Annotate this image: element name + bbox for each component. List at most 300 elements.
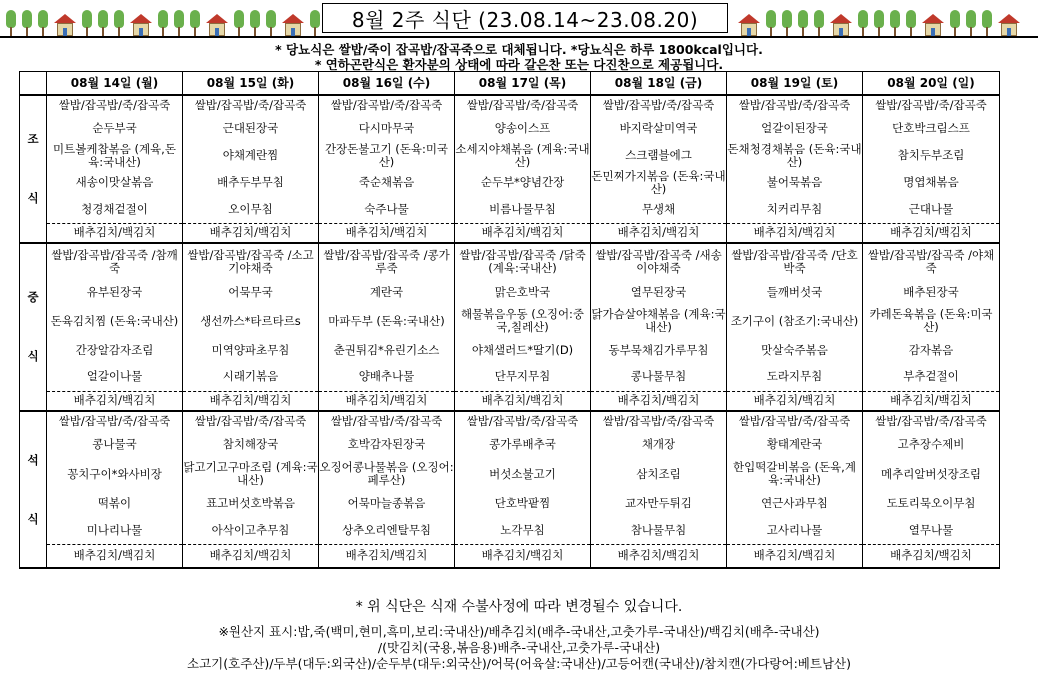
menu-cell xyxy=(47,223,183,243)
menu-cell xyxy=(727,458,863,490)
menu-item-text: 도토리묵오이무침 xyxy=(886,496,976,510)
menu-item-text: 닭고기고구마조림 (계육:국내산) xyxy=(183,460,318,487)
menu-cell xyxy=(319,196,455,223)
menu-item-text: 배추김치/백김치 xyxy=(753,548,836,563)
menu-item-text: 동부묵채김가루무침 xyxy=(608,342,709,357)
menu-item-text: 연근사과무침 xyxy=(761,496,828,510)
menu-item-text: 돈육김치찜 (돈육:국내산) xyxy=(50,313,179,328)
menu-cell xyxy=(455,431,591,458)
day-header: 08월 18일 (금) xyxy=(591,72,727,96)
menu-row xyxy=(20,517,1000,544)
menu-cell xyxy=(319,411,455,431)
menu-cell xyxy=(591,196,727,223)
menu-item-text: 고추장수제비 xyxy=(897,437,965,451)
menu-item-text: 춘권튀김*유린기소스 xyxy=(333,342,440,357)
menu-cell xyxy=(863,458,1000,490)
menu-item-text: 간장돈불고기 (돈육:미국산) xyxy=(324,142,449,169)
tree-icon xyxy=(6,10,16,36)
tree-icon xyxy=(766,10,776,36)
menu-cell xyxy=(863,431,1000,458)
menu-cell xyxy=(183,169,319,196)
menu-cell xyxy=(183,305,319,337)
menu-cell xyxy=(727,305,863,337)
menu-item-text: 배추김치/백김치 xyxy=(617,393,700,408)
page-header xyxy=(0,0,1038,40)
menu-item-text: 유부된장국 xyxy=(86,284,143,299)
tree-icon xyxy=(190,10,200,36)
menu-item-text: 조기구이 (참조기:국내산) xyxy=(730,313,859,328)
menu-item-text: 참나물무침 xyxy=(630,522,687,537)
menu-item-text: 얼갈이된장국 xyxy=(761,121,828,135)
origin-line-2: /(맛김치(국용,볶음용)배추-국내산,고춧가루-국내산) xyxy=(377,640,661,655)
menu-cell xyxy=(591,337,727,363)
menu-cell xyxy=(863,490,1000,517)
menu-item-text: 시래기볶음 xyxy=(222,369,279,384)
menu-cell xyxy=(591,431,727,458)
menu-row xyxy=(20,279,1000,305)
menu-cell xyxy=(47,95,183,115)
menu-cell xyxy=(319,223,455,243)
menu-cell xyxy=(47,391,183,411)
menu-cell xyxy=(591,243,727,279)
menu-item-text: 치커리무침 xyxy=(766,201,823,216)
menu-cell xyxy=(455,95,591,115)
menu-cell xyxy=(47,544,183,568)
menu-cell xyxy=(727,115,863,142)
menu-item-text: 돈채청경채볶음 (돈육:국내산) xyxy=(727,142,862,169)
menu-item-text: 배추김치/백김치 xyxy=(890,393,972,408)
meal-label-top: 석 xyxy=(27,452,39,467)
menu-cell xyxy=(183,279,319,305)
menu-item-text: 어묵무국 xyxy=(228,284,273,299)
menu-cell xyxy=(591,305,727,337)
menu-cell xyxy=(591,115,727,142)
menu-cell xyxy=(183,490,319,517)
menu-cell xyxy=(47,169,183,196)
menu-cell xyxy=(863,115,1000,142)
menu-item-text: 도라지무침 xyxy=(766,369,823,384)
menu-cell xyxy=(183,363,319,391)
menu-item-text: 무생채 xyxy=(641,201,676,216)
house-icon xyxy=(830,14,852,36)
tree-icon xyxy=(174,10,184,36)
menu-item-text: 단무지무침 xyxy=(494,369,551,384)
menu-item-text: 미트볼케찹볶음 (계육,돈육:국내산) xyxy=(53,142,176,169)
menu-cell xyxy=(863,305,1000,337)
menu-item-text: 해물볶음우동 (오징어:중국,칠레산) xyxy=(460,307,585,334)
menu-cell xyxy=(455,279,591,305)
menu-item-text: 배추김치/백김치 xyxy=(73,548,156,563)
menu-item-text: 쌀밥/잡곡밥/잡곡죽 /소고기야채죽 xyxy=(187,247,314,275)
menu-cell xyxy=(591,169,727,196)
menu-item-text: 쌀밥/잡곡밥/죽/잡곡죽 xyxy=(330,98,443,112)
menu-item-text: 콩나물국 xyxy=(92,437,137,451)
menu-cell xyxy=(455,411,591,431)
menu-cell xyxy=(183,517,319,544)
menu-item-text: 교자만두튀김 xyxy=(625,496,692,510)
menu-cell xyxy=(727,196,863,223)
menu-item-text: 배추김치/백김치 xyxy=(209,225,292,240)
menu-cell xyxy=(319,279,455,305)
menu-cell xyxy=(183,411,319,431)
menu-item-text: 배추김치/백김치 xyxy=(890,225,972,240)
menu-cell xyxy=(183,115,319,142)
menu-cell xyxy=(319,363,455,391)
menu-cell xyxy=(455,490,591,517)
menu-cell xyxy=(863,517,1000,544)
menu-item-text: 쌀밥/잡곡밥/죽/잡곡죽 xyxy=(875,414,987,428)
menu-item-text: 쌀밥/잡곡밥/죽/잡곡죽 xyxy=(466,414,579,428)
menu-cell xyxy=(455,337,591,363)
menu-cell xyxy=(863,169,1000,196)
menu-item-text: 어묵마늘종볶음 xyxy=(347,496,426,510)
menu-item-text: 계란국 xyxy=(369,284,404,299)
meal-label xyxy=(20,243,47,411)
menu-item-text: 쌀밥/잡곡밥/잡곡죽 /야채죽 xyxy=(867,247,995,275)
menu-cell xyxy=(863,243,1000,279)
menu-item-text: 메추리알버섯장조림 xyxy=(881,466,981,481)
day-header: 08월 19일 (토) xyxy=(727,72,863,96)
menu-item-text: 비름나물무침 xyxy=(489,201,556,216)
menu-item-text: 표고버섯호박볶음 xyxy=(206,496,295,510)
menu-item-text: 배추김치/백김치 xyxy=(345,225,428,240)
menu-cell xyxy=(863,142,1000,169)
menu-item-text: 상추오리엔탈무침 xyxy=(342,522,431,537)
menu-item-text: 배추김치/백김치 xyxy=(345,393,428,408)
menu-item-text: 순두부국 xyxy=(92,121,137,135)
menu-item-text: 숙주나물 xyxy=(364,201,409,216)
change-notice: * 위 식단은 식재 수불사정에 따라 변경될수 있습니다. xyxy=(355,599,683,615)
meal-label-bottom: 식 xyxy=(27,349,39,363)
menu-item-text: 쌀밥/잡곡밥/죽/잡곡죽 xyxy=(602,414,715,428)
menu-table xyxy=(19,71,1000,569)
menu-item-text: 배추김치/백김치 xyxy=(209,548,292,563)
menu-item-text: 야채계란찜 xyxy=(222,148,279,162)
menu-item-text: 오이무침 xyxy=(228,201,273,216)
meal-label-top: 조 xyxy=(27,132,39,146)
menu-item-text: 콩나물무침 xyxy=(630,369,687,384)
menu-item-text: 배추된장국 xyxy=(903,284,959,299)
menu-item-text: 양송이스프 xyxy=(494,121,551,135)
menu-item-text: 쌀밥/잡곡밥/죽/잡곡죽 xyxy=(466,98,579,112)
day-header-row xyxy=(20,72,1000,96)
tree-icon xyxy=(966,10,976,36)
menu-item-text: 죽순채볶음 xyxy=(358,175,415,189)
menu-item-text: 쌀밥/잡곡밥/죽/잡곡죽 xyxy=(602,98,715,112)
menu-item-text: 쌀밥/잡곡밥/죽/잡곡죽 xyxy=(875,98,987,112)
menu-cell xyxy=(319,517,455,544)
tree-icon xyxy=(874,10,884,36)
menu-cell xyxy=(183,223,319,243)
menu-item-text: 참치두부조림 xyxy=(897,148,965,162)
day-header: 08월 17일 (목) xyxy=(455,72,591,96)
menu-item-text: 맛살숙주볶음 xyxy=(761,342,828,357)
menu-item-text: 명엽채볶음 xyxy=(903,175,959,189)
day-header: 08월 20일 (일) xyxy=(863,72,1000,96)
menu-cell xyxy=(47,279,183,305)
menu-cell xyxy=(183,337,319,363)
menu-cell xyxy=(727,544,863,568)
tree-icon xyxy=(798,10,808,36)
menu-cell xyxy=(863,411,1000,431)
meal-label xyxy=(20,95,47,243)
menu-cell xyxy=(455,305,591,337)
menu-cell xyxy=(863,391,1000,411)
day-header: 08월 16일 (수) xyxy=(319,72,455,96)
menu-row xyxy=(20,458,1000,490)
menu-item-text: 간장알감자조림 xyxy=(75,342,154,357)
house-icon xyxy=(282,14,304,36)
menu-cell xyxy=(455,544,591,568)
menu-cell xyxy=(47,458,183,490)
menu-item-text: 단호박팥찜 xyxy=(494,496,551,510)
menu-item-text: 쌀밥/잡곡밥/죽/잡곡죽 xyxy=(194,98,307,112)
menu-cell xyxy=(319,169,455,196)
menu-item-text: 한입떡갈비볶음 (돈육,계육:국내산) xyxy=(733,460,856,487)
menu-item-text: 돈민찌가지볶음 (돈육:국내산) xyxy=(591,169,726,196)
tree-icon xyxy=(950,10,960,36)
menu-cell xyxy=(47,305,183,337)
menu-cell xyxy=(319,142,455,169)
tree-icon xyxy=(98,10,108,36)
menu-cell xyxy=(183,431,319,458)
menu-cell xyxy=(183,95,319,115)
menu-item-text: 스크램블에그 xyxy=(625,148,692,162)
menu-cell xyxy=(455,391,591,411)
menu-item-text: 들깨버섯국 xyxy=(766,284,823,299)
menu-item-text: 배추김치/백김치 xyxy=(617,225,700,240)
tree-icon xyxy=(266,10,276,36)
menu-cell xyxy=(727,223,863,243)
menu-row xyxy=(20,337,1000,363)
meal-label xyxy=(20,411,47,568)
meal-label-bottom: 식 xyxy=(27,191,39,205)
menu-item-text: 부추겉절이 xyxy=(903,369,959,384)
menu-item-text: 배추김치/백김치 xyxy=(481,548,564,563)
menu-cell xyxy=(727,279,863,305)
tree-icon xyxy=(158,10,168,36)
menu-cell xyxy=(183,196,319,223)
tree-icon xyxy=(814,10,824,36)
menu-row xyxy=(20,363,1000,391)
menu-cell xyxy=(727,517,863,544)
menu-item-text: 배추김치/백김치 xyxy=(345,548,428,563)
menu-row xyxy=(20,196,1000,223)
menu-cell xyxy=(591,142,727,169)
notice-dysphagia: * 연하곤란식은 환자분의 상태에 따라 갈은찬 또는 다진찬으로 제공됩니다. xyxy=(314,57,724,72)
menu-row xyxy=(20,142,1000,169)
menu-cell xyxy=(455,196,591,223)
tree-icon xyxy=(906,10,916,36)
menu-row xyxy=(20,544,1000,568)
menu-item-text: 꽁치구이*와사비장 xyxy=(67,466,162,481)
menu-cell xyxy=(455,169,591,196)
menu-item-text: 쌀밥/잡곡밥/죽/잡곡죽 xyxy=(194,414,307,428)
menu-item-text: 다시마무국 xyxy=(358,121,415,135)
menu-item-text: 쌀밥/잡곡밥/잡곡죽 /콩가루죽 xyxy=(323,247,450,275)
menu-item-text: 열무나물 xyxy=(908,522,954,537)
menu-item-text: 얼갈이나물 xyxy=(86,369,143,384)
menu-item-text: 떡볶이 xyxy=(97,496,132,510)
menu-item-text: 콩가루배추국 xyxy=(489,437,556,451)
menu-item-text: 쌀밥/잡곡밥/죽/잡곡죽 xyxy=(738,414,851,428)
menu-item-text: 쌀밥/잡곡밥/죽/잡곡죽 xyxy=(330,414,443,428)
menu-item-text: 바지락살미역국 xyxy=(619,121,698,135)
menu-cell xyxy=(47,196,183,223)
menu-cell xyxy=(863,337,1000,363)
menu-item-text: 근대된장국 xyxy=(222,121,279,135)
menu-item-text: 소세지야채볶음 (계육:국내산) xyxy=(455,142,590,169)
menu-item-text: 배추김치/백김치 xyxy=(481,225,564,240)
menu-item-text: 호박감자된장국 xyxy=(347,437,426,451)
tree-icon xyxy=(22,10,32,36)
menu-item-text: 배추김치/백김치 xyxy=(890,548,972,563)
menu-cell xyxy=(47,243,183,279)
origin-line-3: 소고기(호주산)/두부(대두:외국산)/순두부(대두:외국산)/어묵(어육살:국내산)/고등어캔(국내산)/참치캔(가다랑어:베트남산) xyxy=(187,656,851,671)
menu-cell xyxy=(591,490,727,517)
menu-item-text: 단호박크림스프 xyxy=(892,121,970,135)
house-icon xyxy=(206,14,228,36)
menu-item-text: 쌀밥/잡곡밥/죽/잡곡죽 xyxy=(58,98,171,112)
menu-cell xyxy=(319,95,455,115)
menu-cell xyxy=(183,142,319,169)
page-title: 8월 2주 식단 (23.08.14~23.08.20) xyxy=(322,3,728,33)
menu-cell xyxy=(727,391,863,411)
menu-row xyxy=(20,169,1000,196)
menu-cell xyxy=(863,363,1000,391)
menu-item-text: 쌀밥/잡곡밥/잡곡죽 /단호박죽 xyxy=(731,247,858,275)
menu-item-text: 새송이맛살볶음 xyxy=(75,175,154,189)
menu-cell xyxy=(727,95,863,115)
menu-cell xyxy=(319,243,455,279)
menu-item-text: 마파두부 (돈육:국내산) xyxy=(328,313,445,328)
menu-cell xyxy=(455,142,591,169)
menu-cell xyxy=(319,490,455,517)
day-header: 08월 14일 (월) xyxy=(47,72,183,96)
menu-cell xyxy=(727,490,863,517)
menu-item-text: 야채샐러드*딸기(D) xyxy=(471,342,574,357)
menu-cell xyxy=(455,115,591,142)
menu-item-text: 근대나물 xyxy=(908,201,954,216)
header-ground-line xyxy=(0,36,1038,38)
menu-cell xyxy=(319,391,455,411)
menu-item-text: 배추김치/백김치 xyxy=(73,393,156,408)
tree-icon xyxy=(982,10,992,36)
tree-icon xyxy=(82,10,92,36)
menu-item-text: 카레돈육볶음 (돈육:미국산) xyxy=(869,307,993,334)
house-icon xyxy=(130,14,152,36)
menu-item-text: 참치해장국 xyxy=(222,437,279,451)
menu-item-text: 쌀밥/잡곡밥/죽/잡곡죽 xyxy=(58,414,171,428)
menu-item-text: 배추두부무침 xyxy=(217,175,284,189)
menu-cell xyxy=(863,223,1000,243)
house-icon xyxy=(998,14,1020,36)
menu-cell xyxy=(591,223,727,243)
tree-icon xyxy=(114,10,124,36)
menu-cell xyxy=(183,243,319,279)
menu-row xyxy=(20,223,1000,243)
menu-cell xyxy=(455,243,591,279)
menu-row xyxy=(20,95,1000,115)
menu-item-text: 오징어콩나물볶음 (오징어:페루산) xyxy=(319,460,454,487)
tree-icon xyxy=(234,10,244,36)
menu-cell xyxy=(727,337,863,363)
menu-item-text: 쌀밥/잡곡밥/잡곡죽 /닭죽(계육:국내산) xyxy=(459,247,586,275)
menu-cell xyxy=(591,363,727,391)
menu-row xyxy=(20,411,1000,431)
menu-cell xyxy=(319,458,455,490)
menu-cell xyxy=(591,458,727,490)
menu-item-text: 쌀밥/잡곡밥/죽/잡곡죽 xyxy=(738,98,851,112)
menu-item-text: 불어묵볶음 xyxy=(766,175,823,189)
tree-icon xyxy=(782,10,792,36)
menu-cell xyxy=(727,411,863,431)
menu-cell xyxy=(863,279,1000,305)
menu-cell xyxy=(47,431,183,458)
meal-label-bottom: 식 xyxy=(27,511,39,526)
menu-cell xyxy=(183,458,319,490)
menu-item-text: 황태계란국 xyxy=(766,437,823,451)
house-icon xyxy=(922,14,944,36)
corner-cell xyxy=(20,72,47,96)
menu-item-text: 배추김치/백김치 xyxy=(753,225,836,240)
menu-item-text: 양배추나물 xyxy=(358,369,415,384)
origin-line-1: ※원산지 표시:밥,죽(백미,현미,흑미,보리:국내산)/배추김치(배추-국내산,고춧가루-국내산)/백김치(배추-국내산) xyxy=(218,624,820,639)
tree-icon xyxy=(310,10,320,36)
menu-item-text: 닭가슴살야채볶음 (계육:국내산) xyxy=(591,307,726,334)
tree-icon xyxy=(250,10,260,36)
menu-cell xyxy=(319,115,455,142)
meal-label-top: 중 xyxy=(27,290,39,304)
menu-item-text: 노각무침 xyxy=(500,522,545,537)
menu-cell xyxy=(47,337,183,363)
decoration-right xyxy=(738,4,1020,36)
menu-item-text: 고사리나물 xyxy=(766,522,823,537)
menu-item-text: 배추김치/백김치 xyxy=(753,393,836,408)
menu-item-text: 쌀밥/잡곡밥/잡곡죽 /새송이야채죽 xyxy=(595,247,722,275)
menu-cell xyxy=(727,363,863,391)
menu-item-text: 쌀밥/잡곡밥/잡곡죽 /참깨죽 xyxy=(51,247,178,275)
menu-cell xyxy=(591,95,727,115)
menu-cell xyxy=(319,305,455,337)
menu-row xyxy=(20,391,1000,411)
menu-cell xyxy=(591,517,727,544)
house-icon xyxy=(738,14,760,36)
menu-row xyxy=(20,490,1000,517)
menu-cell xyxy=(47,490,183,517)
menu-cell xyxy=(47,115,183,142)
decoration-left xyxy=(6,4,320,36)
menu-item-text: 순두부*양념간장 xyxy=(480,175,565,189)
menu-cell xyxy=(863,196,1000,223)
menu-cell xyxy=(47,142,183,169)
menu-cell xyxy=(47,411,183,431)
menu-item-text: 감자볶음 xyxy=(908,342,954,357)
menu-cell xyxy=(183,391,319,411)
day-header: 08월 15일 (화) xyxy=(183,72,319,96)
menu-cell xyxy=(455,363,591,391)
menu-cell xyxy=(591,411,727,431)
menu-item-text: 맑은호박국 xyxy=(494,284,551,299)
menu-item-text: 생선까스*타르타르s xyxy=(200,313,301,328)
menu-item-text: 청경채겉절이 xyxy=(81,201,148,216)
menu-item-text: 채개장 xyxy=(641,437,676,451)
menu-cell xyxy=(591,391,727,411)
menu-cell xyxy=(319,337,455,363)
menu-cell xyxy=(455,223,591,243)
house-icon xyxy=(54,14,76,36)
menu-cell xyxy=(47,517,183,544)
